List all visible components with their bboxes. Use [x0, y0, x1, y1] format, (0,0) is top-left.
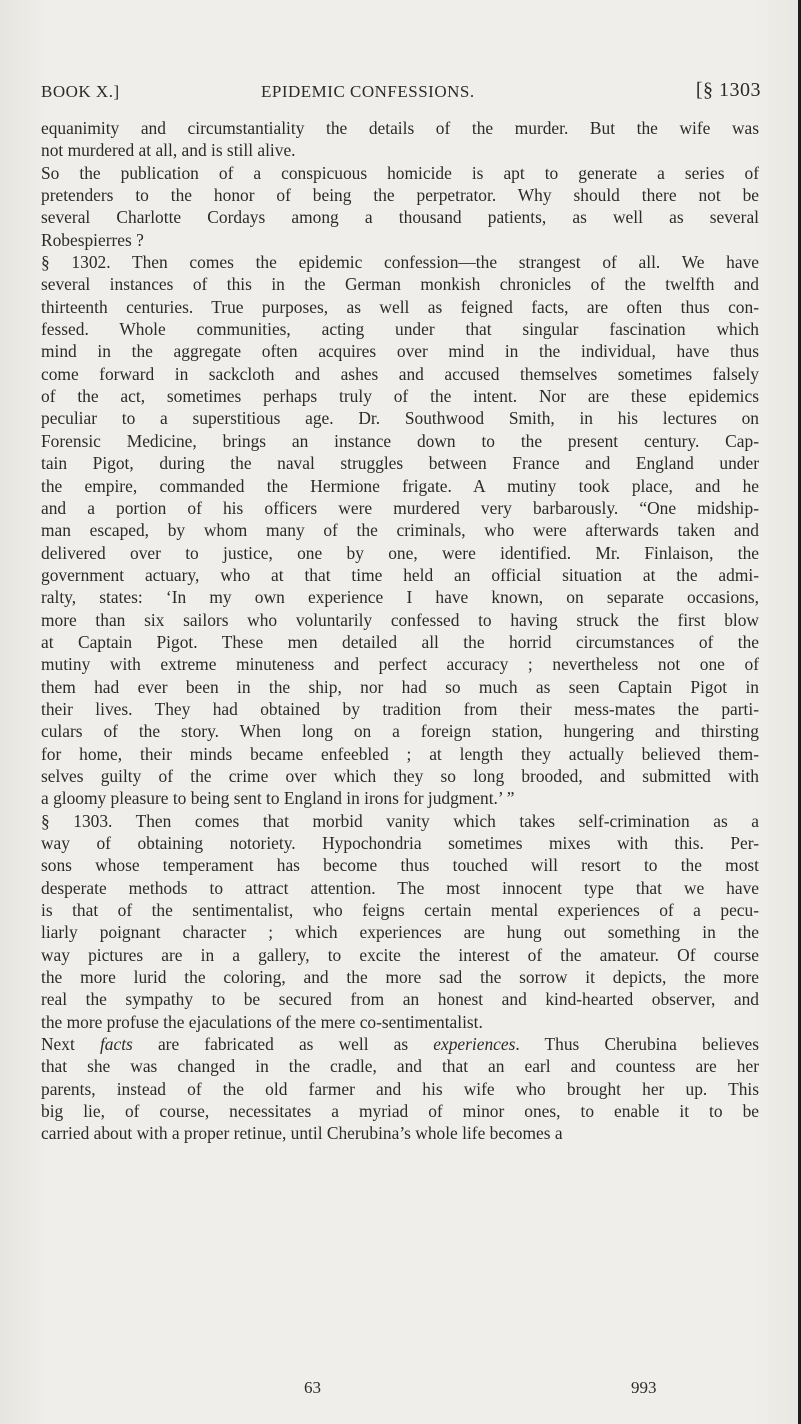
text-line: equanimity and circumstantiality the details of the murder. But the wife was [41, 118, 759, 138]
text-line: several Charlotte Cordays among a thousand patients, as well as several [41, 207, 759, 228]
text-line: way pictures are in a gallery, to excite the interest of the amateur. Of course [41, 944, 759, 965]
text-line: come forward in sackcloth and ashes and accused themselves sometimes falsely [41, 363, 759, 384]
text-line: government actuary, who at that time held an official situation at the admi- [41, 564, 759, 585]
text-line: the more profuse the ejaculations of the mere co-sentimentalist. [41, 1011, 483, 1032]
text-line: ralty, states: ‘In my own experience I have known, on separate occasions, [41, 587, 759, 608]
text-line: them had ever been in the ship, nor had so much as seen Captain Pigot in [41, 676, 759, 697]
text-line: liarly poignant character ; which experiences are hung out something in the [41, 922, 759, 943]
text-line: is that of the sentimentalist, who feigns certain mental experiences of a pecu- [41, 900, 759, 921]
text-line: selves guilty of the crime over which they so long brooded, and submitted with [41, 765, 759, 786]
text-line: the more lurid the coloring, and the more sad the sorrow it depicts, the more [41, 967, 759, 988]
text-line: carried about with a proper retinue, until Cherubina’s whole life becomes a [41, 1123, 563, 1144]
text-line: Forensic Medicine, brings an instance down to the present century. Cap- [41, 430, 759, 451]
text-line: thirteenth centuries. True purposes, as well as feigned facts, are often thus con- [41, 296, 759, 317]
text-line: man escaped, by whom many of the criminals, who were afterwards taken and [41, 520, 759, 541]
text-line: way of obtaining notoriety. Hypochondria sometimes mixes with this. Per- [41, 833, 759, 853]
text-line: big lie, of course, necessitates a myriad of minor ones, to enable it to be [41, 1101, 759, 1122]
text-line: for home, their minds became enfeebled ; at length they actually believed them- [41, 743, 759, 764]
header-section-number: [§ 1303 [695, 79, 761, 101]
text-line: a gloomy pleasure to being sent to England in irons for judgment.’ ” [41, 788, 515, 809]
text-line: that she was changed in the cradle, and that an earl and countess are her [41, 1056, 759, 1077]
page-footer [41, 1378, 759, 1402]
text-line: real the sympathy to be secured from an honest and kind-hearted observer, and [41, 989, 759, 1010]
text-line: mutiny with extreme minuteness and perfect accuracy ; nevertheless not one of [41, 654, 759, 675]
text-line: culars of the story. When long on a foreign station, hungering and thirsting [41, 721, 759, 742]
text-line: not murdered at all, and is still alive. [41, 140, 296, 161]
text-line: Next facts are fabricated as well as experiences. Thus Cherubina believes [41, 1034, 759, 1055]
text-line: more than six sailors who voluntarily confessed to having struck the first blow [41, 609, 759, 630]
header-book-number: BOOK X.] [41, 82, 120, 101]
text-line: several instances of this in the German monkish chronicles of the twelfth and [41, 274, 759, 295]
text-line: sons whose temperament has become thus touched will resort to the most [41, 855, 759, 876]
text-line: and a portion of his officers were murdered very barbarously. “One midship- [41, 497, 759, 518]
body-text [41, 117, 759, 1145]
text-line: tain Pigot, during the naval struggles between France and England under [41, 453, 759, 474]
page-number: 993 [631, 1378, 657, 1397]
text-line: mind in the aggregate often acquires over mind in the individual, have thus [41, 341, 759, 362]
text-line: Robespierres ? [41, 229, 144, 250]
text-line: So the publication of a conspicuous homicide is apt to generate a series of [41, 162, 759, 183]
text-line: § 1303. Then comes that morbid vanity which takes self-crimination as a [41, 810, 759, 831]
text-line: of the act, sometimes perhaps truly of the intent. Nor are these epidemics [41, 386, 759, 407]
text-line: parents, instead of the old farmer and his wife who brought her up. This [41, 1078, 759, 1099]
text-line: delivered over to justice, one by one, were identified. Mr. Finlaison, the [41, 542, 759, 563]
text-line: fessed. Whole communities, acting under that singular fascination which [41, 319, 759, 340]
running-header [41, 79, 761, 114]
text-line: peculiar to a superstitious age. Dr. Southwood Smith, in his lectures on [41, 408, 759, 429]
text-line: the empire, commanded the Hermione frigate. A mutiny took place, and he [41, 475, 759, 496]
text-line: at Captain Pigot. These men detailed all the horrid circumstances of the [41, 631, 759, 652]
text-line: pretenders to the honor of being the perpetrator. Why should there not be [41, 185, 759, 206]
text-line: desperate methods to attract attention. The most innocent type that we have [41, 877, 759, 898]
text-line: § 1302. Then comes the epidemic confession—the strangest of all. We have [41, 252, 759, 273]
header-chapter-title: EPIDEMIC CONFESSIONS. [261, 82, 475, 101]
text-line: their lives. They had obtained by tradition from their mess-mates the parti- [41, 698, 759, 719]
signature-mark: 63 [304, 1378, 321, 1397]
